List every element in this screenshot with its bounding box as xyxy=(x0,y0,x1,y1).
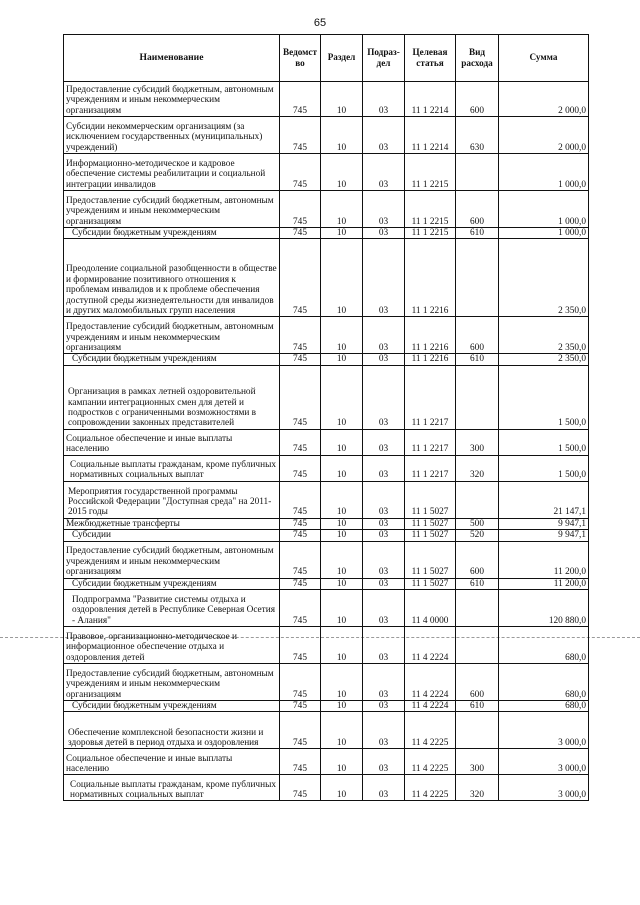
cell-vedomstvo: 745 xyxy=(280,518,321,529)
cell-razdel: 10 xyxy=(321,481,363,518)
table-row xyxy=(64,578,589,589)
cell-statya: 11 1 2214 xyxy=(405,117,456,154)
cell-name: Социальные выплаты гражданам, кроме публичных нормативных социальных выплат xyxy=(64,775,280,801)
cell-podrazdel: 03 xyxy=(363,154,405,191)
cell-vedomstvo: 745 xyxy=(280,590,321,627)
cell-name: Социальное обеспечение и иные выплаты населению xyxy=(64,749,280,775)
cell-razdel: 10 xyxy=(321,701,363,712)
cell-vedomstvo: 745 xyxy=(280,317,321,354)
cell-podrazdel: 03 xyxy=(363,481,405,518)
table-row xyxy=(64,82,589,117)
cell-statya: 11 4 2224 xyxy=(405,627,456,664)
cell-name: Информационно-методическое и кадровое обеспечение системы реабилитации и социальной интеграции инвалидов xyxy=(64,154,280,191)
cell-summa: 2 350,0 xyxy=(499,317,589,354)
header-vid: Вид расхода xyxy=(456,35,499,82)
cell-name: Субсидии бюджетным учреждениям xyxy=(64,578,280,589)
cell-statya: 11 1 2215 xyxy=(405,154,456,191)
cell-name: Предоставление субсидий бюджетным, автономным учреждениям и иным некоммерческим организациям xyxy=(64,664,280,701)
header-vedomstvo: Ведомст во xyxy=(280,35,321,82)
cell-summa: 3 000,0 xyxy=(499,712,589,749)
cell-name: Предоставление субсидий бюджетным, автономным учреждениям и иным некоммерческим организациям xyxy=(64,191,280,228)
cell-vedomstvo: 745 xyxy=(280,455,321,481)
table-row xyxy=(64,518,589,529)
cell-name: Организация в рамках летней оздоровительной кампании интеграционных смен для детей и подростков с ограниченными возможностями в сопровождении законных представителей xyxy=(64,365,280,429)
table-header-row xyxy=(64,35,589,82)
cell-vedomstvo: 745 xyxy=(280,627,321,664)
header-statya: Целевая статья xyxy=(405,35,456,82)
cell-statya: 11 4 2224 xyxy=(405,701,456,712)
table-row xyxy=(64,354,589,365)
cell-vedomstvo: 745 xyxy=(280,578,321,589)
cell-razdel: 10 xyxy=(321,749,363,775)
cell-statya: 11 4 2225 xyxy=(405,749,456,775)
cell-razdel: 10 xyxy=(321,317,363,354)
table-row xyxy=(64,228,589,239)
cell-razdel: 10 xyxy=(321,578,363,589)
cell-statya: 11 1 2216 xyxy=(405,239,456,317)
table-row xyxy=(64,775,589,801)
cell-statya: 11 1 2216 xyxy=(405,354,456,365)
cell-podrazdel: 03 xyxy=(363,701,405,712)
cell-summa: 1 000,0 xyxy=(499,191,589,228)
cell-name: Предоставление субсидий бюджетным, автономным учреждениям и иным некоммерческим организациям xyxy=(64,82,280,117)
table-row xyxy=(64,530,589,541)
cell-podrazdel: 03 xyxy=(363,627,405,664)
cell-razdel: 10 xyxy=(321,82,363,117)
cell-vid: 600 xyxy=(456,664,499,701)
cell-name: Предоставление субсидий бюджетным, автономным учреждениям и иным некоммерческим организациям xyxy=(64,541,280,578)
table-row xyxy=(64,701,589,712)
cell-podrazdel: 03 xyxy=(363,365,405,429)
cell-statya: 11 1 2214 xyxy=(405,82,456,117)
cell-name: Субсидии бюджетным учреждениям xyxy=(64,228,280,239)
cell-razdel: 10 xyxy=(321,455,363,481)
table-row xyxy=(64,239,589,317)
cell-vedomstvo: 745 xyxy=(280,481,321,518)
table-row xyxy=(64,429,589,455)
cell-statya: 11 1 2216 xyxy=(405,317,456,354)
table-row xyxy=(64,154,589,191)
cell-razdel: 10 xyxy=(321,590,363,627)
cell-name: Субсидии некоммерческим организациям (за исключением государственных (муниципальных) учреждений) xyxy=(64,117,280,154)
cell-vid: 600 xyxy=(456,317,499,354)
cell-vid xyxy=(456,712,499,749)
cell-vedomstvo: 745 xyxy=(280,701,321,712)
header-summa: Сумма xyxy=(499,35,589,82)
cell-podrazdel: 03 xyxy=(363,228,405,239)
cell-name: Обеспечение комплексной безопасности жизни и здоровья детей в период отдыха и оздоровления xyxy=(64,712,280,749)
table-row xyxy=(64,365,589,429)
cell-name: Правовое, организационно-методическое и информационное обеспечение отдыха и оздоровления детей xyxy=(64,627,280,664)
cell-vedomstvo: 745 xyxy=(280,82,321,117)
cell-razdel: 10 xyxy=(321,228,363,239)
table-body xyxy=(64,82,589,801)
cell-name: Мероприятия государственной программы Российской Федерации "Доступная среда" на 2011-2015 годы xyxy=(64,481,280,518)
cell-summa: 3 000,0 xyxy=(499,775,589,801)
cell-razdel: 10 xyxy=(321,365,363,429)
cell-statya: 11 1 2215 xyxy=(405,228,456,239)
cell-podrazdel: 03 xyxy=(363,590,405,627)
cell-statya: 11 1 2217 xyxy=(405,365,456,429)
table-row xyxy=(64,590,589,627)
cell-summa: 3 000,0 xyxy=(499,749,589,775)
cell-razdel: 10 xyxy=(321,429,363,455)
cell-summa: 11 200,0 xyxy=(499,541,589,578)
cell-razdel: 10 xyxy=(321,154,363,191)
cell-vedomstvo: 745 xyxy=(280,530,321,541)
cell-summa: 2 350,0 xyxy=(499,354,589,365)
cell-podrazdel: 03 xyxy=(363,429,405,455)
cell-podrazdel: 03 xyxy=(363,354,405,365)
cell-podrazdel: 03 xyxy=(363,541,405,578)
cell-summa: 680,0 xyxy=(499,664,589,701)
cell-razdel: 10 xyxy=(321,117,363,154)
cell-podrazdel: 03 xyxy=(363,712,405,749)
cell-name: Субсидии бюджетным учреждениям xyxy=(64,701,280,712)
cell-razdel: 10 xyxy=(321,239,363,317)
cell-statya: 11 4 2225 xyxy=(405,775,456,801)
cell-vedomstvo: 745 xyxy=(280,228,321,239)
cell-statya: 11 4 0000 xyxy=(405,590,456,627)
cell-statya: 11 1 5027 xyxy=(405,530,456,541)
cell-summa: 2 350,0 xyxy=(499,239,589,317)
cell-razdel: 10 xyxy=(321,664,363,701)
cell-vid: 320 xyxy=(456,455,499,481)
table-row xyxy=(64,541,589,578)
cell-statya: 11 1 2215 xyxy=(405,191,456,228)
cell-name: Предоставление субсидий бюджетным, автономным учреждениям и иным некоммерческим организациям xyxy=(64,317,280,354)
budget-table xyxy=(63,34,589,801)
cell-vid: 610 xyxy=(456,578,499,589)
cell-summa: 1 000,0 xyxy=(499,154,589,191)
cell-podrazdel: 03 xyxy=(363,578,405,589)
cell-podrazdel: 03 xyxy=(363,117,405,154)
cell-vid xyxy=(456,365,499,429)
cell-name: Социальное обеспечение и иные выплаты населению xyxy=(64,429,280,455)
cell-vid: 600 xyxy=(456,191,499,228)
cell-razdel: 10 xyxy=(321,518,363,529)
cell-vedomstvo: 745 xyxy=(280,191,321,228)
cell-vid: 300 xyxy=(456,749,499,775)
cell-podrazdel: 03 xyxy=(363,455,405,481)
cell-statya: 11 1 2217 xyxy=(405,429,456,455)
cell-summa: 120 880,0 xyxy=(499,590,589,627)
cell-vid xyxy=(456,239,499,317)
header-podrazdel: Подраз- дел xyxy=(363,35,405,82)
table-row xyxy=(64,117,589,154)
cell-razdel: 10 xyxy=(321,354,363,365)
cell-summa: 2 000,0 xyxy=(499,117,589,154)
cell-vid: 600 xyxy=(456,541,499,578)
cell-vedomstvo: 745 xyxy=(280,365,321,429)
cell-statya: 11 1 5027 xyxy=(405,518,456,529)
cell-name: Социальные выплаты гражданам, кроме публичных нормативных социальных выплат xyxy=(64,455,280,481)
cell-statya: 11 1 5027 xyxy=(405,578,456,589)
table-row xyxy=(64,191,589,228)
page-number: 65 xyxy=(313,17,327,29)
cell-vedomstvo: 745 xyxy=(280,712,321,749)
cell-vid: 500 xyxy=(456,518,499,529)
cell-summa: 11 200,0 xyxy=(499,578,589,589)
cell-razdel: 10 xyxy=(321,530,363,541)
header-name: Наименование xyxy=(64,35,280,82)
cell-vedomstvo: 745 xyxy=(280,664,321,701)
table-row xyxy=(64,749,589,775)
cell-summa: 1 500,0 xyxy=(499,365,589,429)
cell-podrazdel: 03 xyxy=(363,317,405,354)
cell-razdel: 10 xyxy=(321,775,363,801)
cell-vid xyxy=(456,590,499,627)
cell-summa: 1 500,0 xyxy=(499,429,589,455)
cell-name: Межбюджетные трансферты xyxy=(64,518,280,529)
cell-podrazdel: 03 xyxy=(363,664,405,701)
cell-vedomstvo: 745 xyxy=(280,117,321,154)
cell-vedomstvo: 745 xyxy=(280,239,321,317)
cell-summa: 680,0 xyxy=(499,627,589,664)
cell-statya: 11 1 2217 xyxy=(405,455,456,481)
cell-name: Субсидии бюджетным учреждениям xyxy=(64,354,280,365)
cell-summa: 21 147,1 xyxy=(499,481,589,518)
cell-vedomstvo: 745 xyxy=(280,775,321,801)
table-row xyxy=(64,627,589,664)
cell-summa: 1 000,0 xyxy=(499,228,589,239)
cell-vid: 520 xyxy=(456,530,499,541)
cell-summa: 680,0 xyxy=(499,701,589,712)
cell-razdel: 10 xyxy=(321,191,363,228)
cell-statya: 11 4 2224 xyxy=(405,664,456,701)
cell-vedomstvo: 745 xyxy=(280,749,321,775)
cell-vid: 610 xyxy=(456,228,499,239)
table-row xyxy=(64,664,589,701)
cell-vid: 600 xyxy=(456,82,499,117)
cell-podrazdel: 03 xyxy=(363,239,405,317)
header-razdel: Раздел xyxy=(321,35,363,82)
cell-summa: 9 947,1 xyxy=(499,530,589,541)
cell-vid xyxy=(456,627,499,664)
cell-statya: 11 1 5027 xyxy=(405,481,456,518)
cell-vedomstvo: 745 xyxy=(280,354,321,365)
cell-summa: 2 000,0 xyxy=(499,82,589,117)
cell-podrazdel: 03 xyxy=(363,191,405,228)
cell-vid: 610 xyxy=(456,354,499,365)
cell-statya: 11 1 5027 xyxy=(405,541,456,578)
cell-vid xyxy=(456,481,499,518)
table-row xyxy=(64,455,589,481)
cell-name: Подпрограмма "Развитие системы отдыха и оздоровления детей в Республике Северная Осетия - Алания" xyxy=(64,590,280,627)
cell-vedomstvo: 745 xyxy=(280,429,321,455)
table-row xyxy=(64,712,589,749)
cell-vedomstvo: 745 xyxy=(280,541,321,578)
cell-vedomstvo: 745 xyxy=(280,154,321,191)
cell-razdel: 10 xyxy=(321,541,363,578)
cell-vid: 300 xyxy=(456,429,499,455)
cell-name: Преодоление социальной разобщенности в обществе и формирование позитивного отношения к проблемам инвалидов и к проблеме обеспечения доступной среды жизнедеятельности для инвалидов и других маломобильных групп населения xyxy=(64,239,280,317)
cell-vid xyxy=(456,154,499,191)
cell-podrazdel: 03 xyxy=(363,775,405,801)
cell-podrazdel: 03 xyxy=(363,530,405,541)
cell-statya: 11 4 2225 xyxy=(405,712,456,749)
cell-podrazdel: 03 xyxy=(363,518,405,529)
cell-name: Субсидии xyxy=(64,530,280,541)
cell-vid: 630 xyxy=(456,117,499,154)
cell-podrazdel: 03 xyxy=(363,82,405,117)
cell-vid: 320 xyxy=(456,775,499,801)
cell-vid: 610 xyxy=(456,701,499,712)
table-row xyxy=(64,317,589,354)
cell-podrazdel: 03 xyxy=(363,749,405,775)
cell-razdel: 10 xyxy=(321,627,363,664)
table-row xyxy=(64,481,589,518)
cell-summa: 1 500,0 xyxy=(499,455,589,481)
cell-razdel: 10 xyxy=(321,712,363,749)
cell-summa: 9 947,1 xyxy=(499,518,589,529)
